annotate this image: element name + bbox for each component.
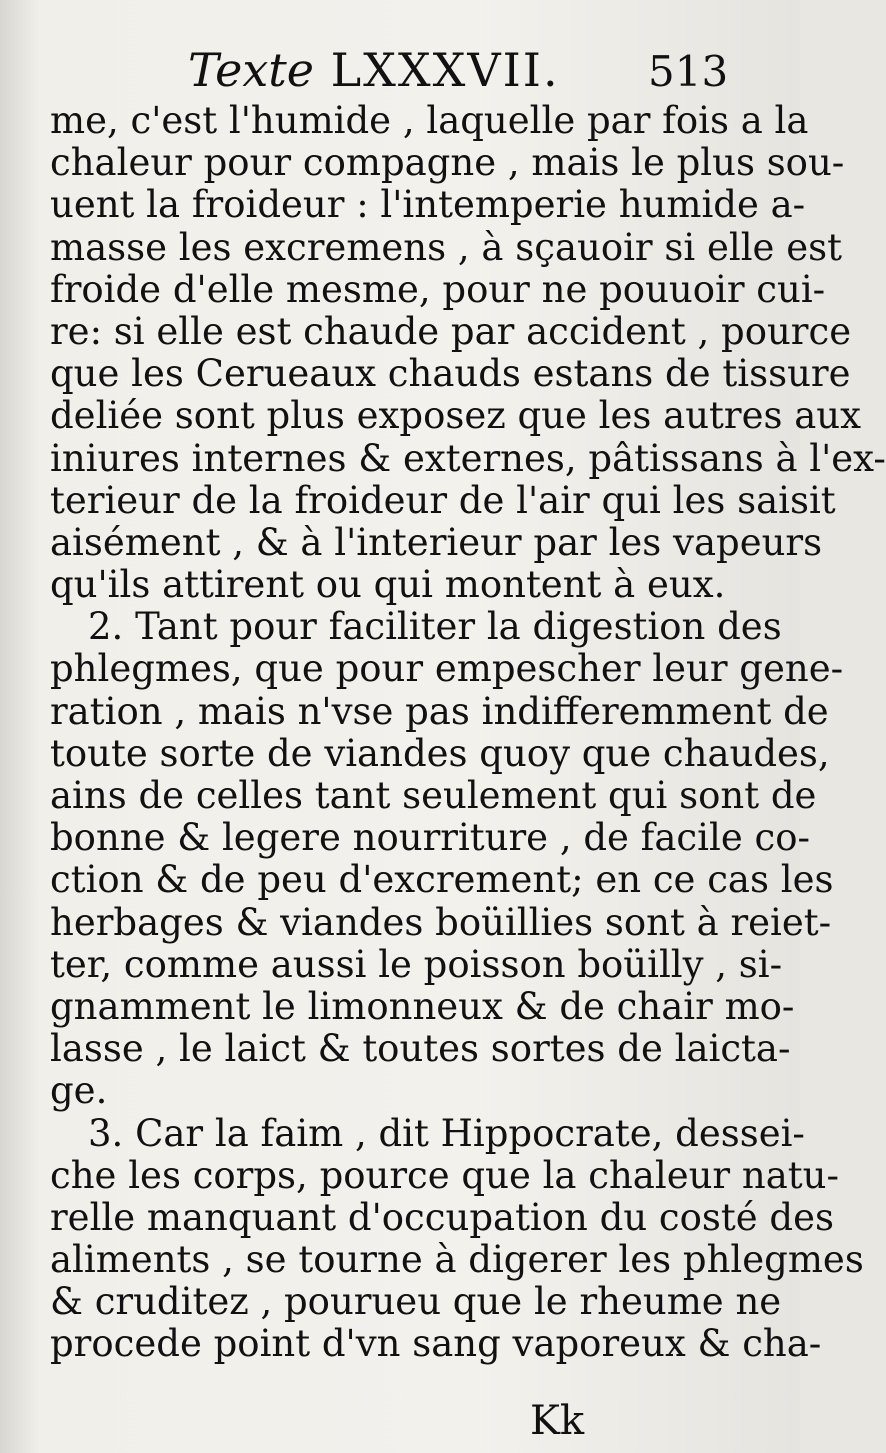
text-line: que les Cerueaux chauds estans de tissure [50, 352, 851, 396]
text-line: ge. [50, 1069, 108, 1113]
body-text [50, 99, 886, 1366]
page-header [0, 40, 800, 100]
text-line: masse les excremens , à sçauoir si elle est [50, 225, 842, 269]
text-line: & cruditez , pourueu que le rheume ne [50, 1280, 782, 1324]
text-line: ains de celles tant seulement qui sont de [50, 774, 817, 817]
text-line: uent la froideur : l'intemperie humide a- [50, 183, 806, 227]
running-title-roman: LXXXVII. [330, 43, 560, 97]
text-line: lasse , le laict & toutes sortes de laicta- [50, 1027, 791, 1071]
text-line: bonne & legere nourriture , de facile co- [50, 816, 810, 860]
text-line: toute sorte de viandes quoy que chaudes, [50, 731, 830, 775]
text-line: phlegmes, que pour empescher leur gene- [50, 647, 844, 691]
running-title [188, 40, 560, 100]
text-line: procede point d'vn sang vaporeux & cha- [50, 1322, 822, 1366]
text-line: relle manquant d'occupation du costé des [50, 1195, 834, 1239]
page-number: 513 [648, 47, 729, 96]
text-line: me, c'est l'humide , laquelle par fois a la [50, 99, 809, 142]
text-line: qu'ils attirent ou qui montent à eux. [50, 563, 726, 607]
text-line: froide d'elle mesme, pour ne pouuoir cui- [50, 267, 826, 311]
text-line: 3. Car la faim , dit Hippocrate, dessei- [88, 1111, 805, 1155]
text-line: ction & de peu d'excrement; en ce cas les [50, 858, 834, 902]
text-line: iniures internes & externes, pâtissans à l'ex- [50, 436, 886, 480]
text-line: re: si elle est chaude par accident , pource [50, 309, 852, 353]
text-line: chaleur pour compagne , mais le plus sou- [50, 141, 845, 185]
text-line: gnamment le limonneux & de chair mo- [50, 984, 795, 1028]
text-line: che les corps, pource que la chaleur natu- [50, 1153, 839, 1197]
text-line: ration , mais n'vse pas indifferemment de [50, 689, 829, 733]
text-line: 2. Tant pour faciliter la digestion des [88, 605, 782, 649]
text-line: ter, comme aussi le poisson boüilly , si- [50, 942, 783, 986]
signature-mark: Kk [530, 1398, 585, 1444]
text-line: deliée sont plus exposez que les autres aux [50, 394, 861, 438]
text-line: aisément , & à l'interieur par les vapeurs [50, 520, 823, 564]
running-title-italic: Texte [188, 43, 314, 97]
text-line: aliments , se tourne à digerer les phlegmes [50, 1238, 864, 1282]
text-line: terieur de la froideur de l'air qui les saisit [50, 478, 836, 522]
text-line: herbages & viandes boüillies sont à reiet- [50, 900, 832, 944]
